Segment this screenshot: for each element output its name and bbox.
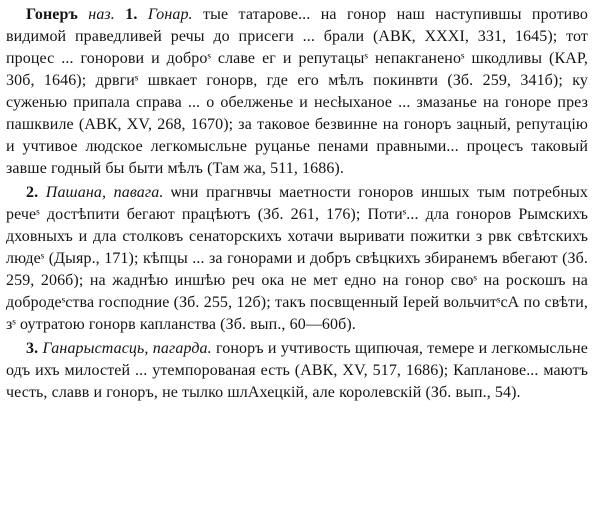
sense-1-paragraph <box>6 4 588 180</box>
sense-number: 2. <box>26 184 39 201</box>
sense-number: 1. <box>125 6 138 23</box>
sense-number: 3. <box>26 340 39 357</box>
sense-gloss: Гонар. <box>147 6 193 23</box>
sense-citations: ѡни прагнвчы маетности гоноров иншых тым потребных речеˢ достѣпити бегают працѣютъ (Зб. 261, 176); Потиˢ... дла гоноров Рымскихъ дховныхъ и дла столковъ сенаторскихъ хотачи выривати пожитки з рвк свѣтскихъ людеˢ (Дыяр., 171); кѣпцы ... за гонорами и добръ свѣцкихъ збиранемъ вбегают (Зб. 259, 206б); на жаднѣю иншѣю реч ока не мет едно на гонор своˢ на роскошъ на добродеˢства господние (Зб. 255, 12б); такъ посвщенный Іерей вольчитˢсА по свѣти, зˢ оутратою гонорв капланства (Зб. вып., 60—60б). <box>6 184 588 333</box>
sense-citations: тые татарове... на гонор наш наступившы противо видимой праведливей речы до присеги ... брали (АВК, ХХХІ, 331, 1645); тот процес ... гонорови и доброˢ славе ег и репутацыˢ непакганеноˢ шкодливы (КАР, 30б, 1646); дрвгиˢ швкает гонорв, где его мѣлъ покинвти (Зб. 259, 341б); ку суженью припала справа ... о обелженье и несłыханое ... змазанье на гоноре през пашквиле (АВК, XV, 268, 1670); за таковое безвинне на гоноръ зацный, репутацію и учтивое людское легкомысльне руцанье пенами правными... процесъ таковый завше годный бы быти мѣлъ (Там жа, 511, 1686). <box>6 6 588 177</box>
sense-gloss: Пашана, павага. <box>45 184 164 201</box>
part-of-speech: наз. <box>88 6 115 23</box>
sense-citations: гоноръ и учтивость щипючая, темере и легкомысльне одъ ихъ милостей ... утемпорованая есть (АВК, XV, 517, 1686); Капланове... маютъ честь, славв и гоноръ, не тылко шлАхецкій, але королевскій (Зб. вып., 54). <box>6 340 588 401</box>
sense-2-paragraph <box>6 182 588 336</box>
headword: Гонеръ <box>26 6 78 23</box>
sense-gloss: Ганарыстасць, пагарда. <box>42 340 212 357</box>
sense-3-paragraph <box>6 338 588 404</box>
